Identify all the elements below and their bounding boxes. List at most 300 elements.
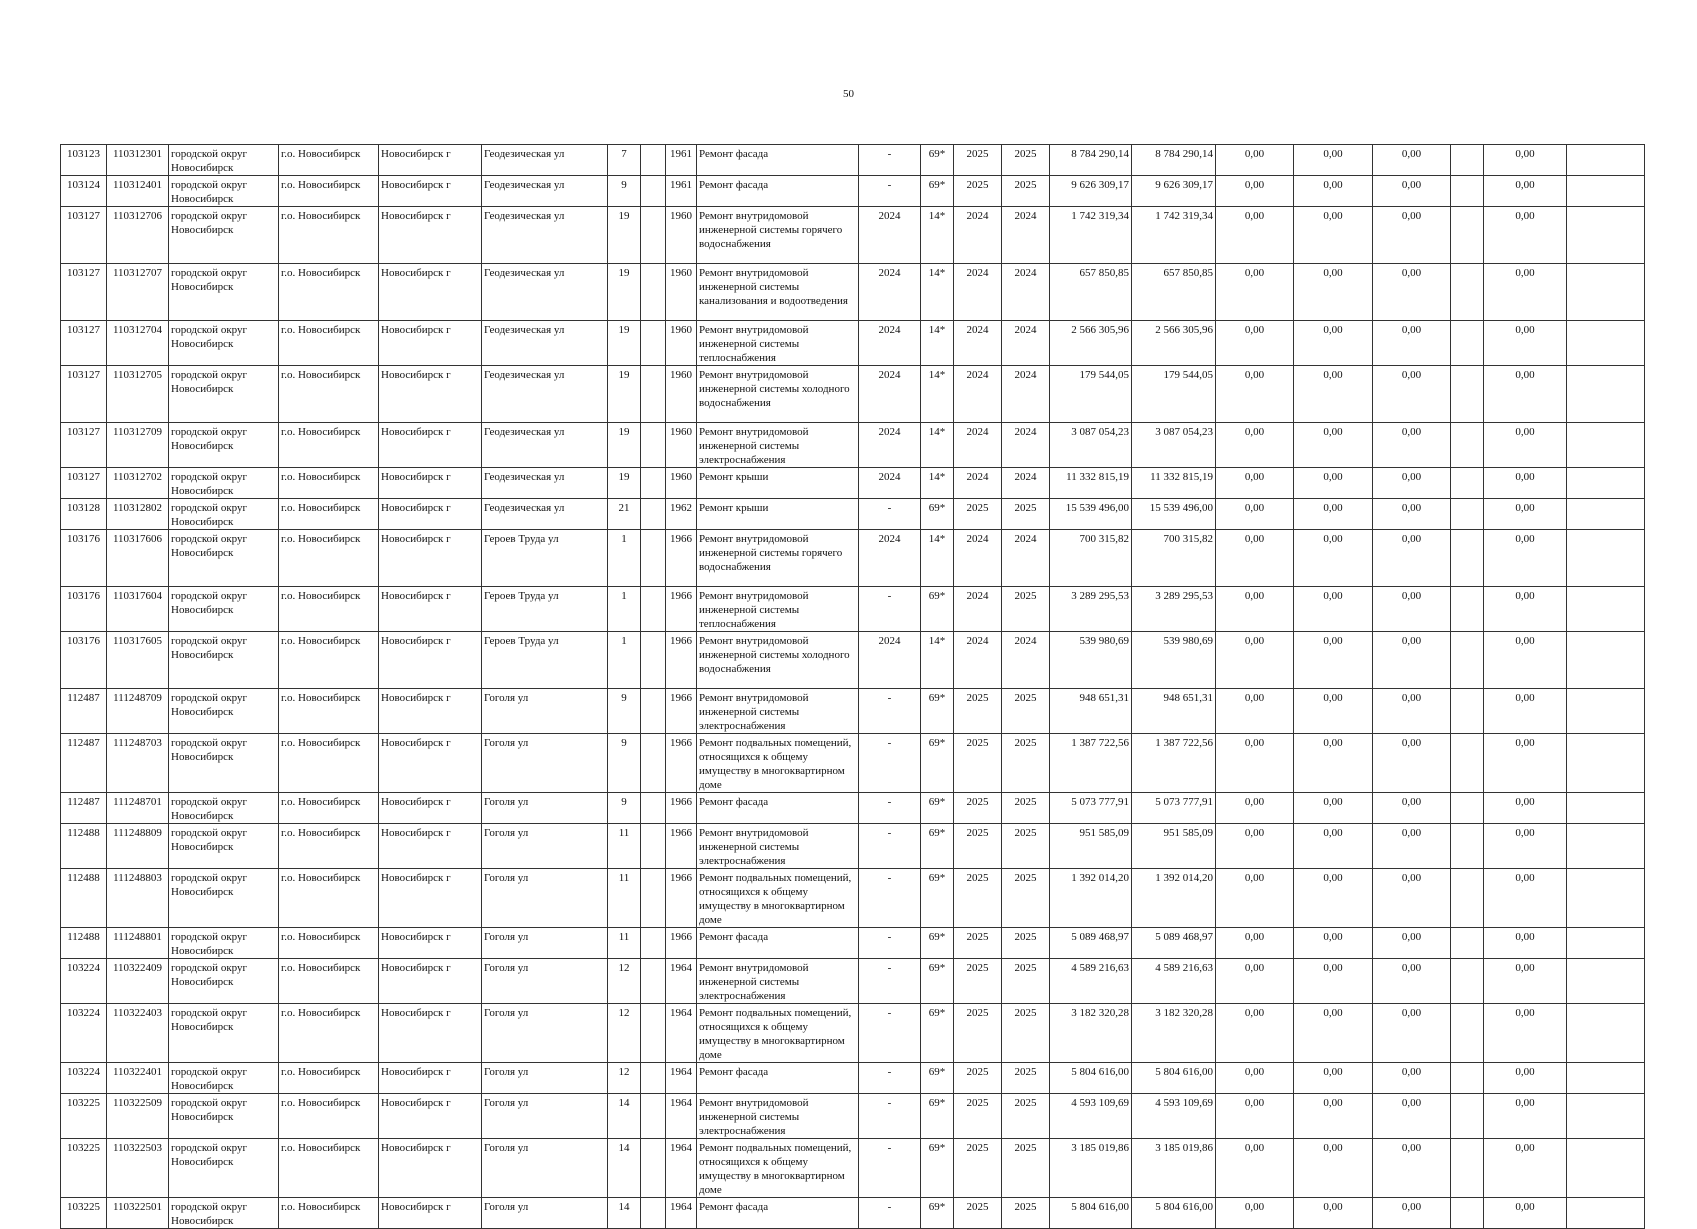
cell-work-code: 110312401: [107, 176, 169, 207]
table-row: [61, 176, 1645, 207]
cell-plan-year: -: [859, 689, 921, 734]
cell-build-year: 1966: [666, 632, 697, 689]
cell-municipality: г.о. Новосибирск: [279, 632, 379, 689]
cell-budget-local: 0,00: [1373, 423, 1451, 468]
cell-end-year: 2024: [1002, 530, 1050, 587]
cell-work-code: 111248701: [107, 793, 169, 824]
cell-municipality: г.о. Новосибирск: [279, 824, 379, 869]
cell-wear-percent: 69*: [921, 587, 954, 632]
table-row: [61, 1139, 1645, 1198]
cell-build-year: 1966: [666, 734, 697, 793]
cell-object-id: 112488: [61, 928, 107, 959]
cell-municipality: г.о. Новосибирск: [279, 587, 379, 632]
cell-budget-federal: 0,00: [1216, 321, 1294, 366]
cell-total-cost: 3 182 320,28: [1050, 1004, 1132, 1063]
cell-total-cost: 3 087 054,23: [1050, 423, 1132, 468]
cell-work-type: Ремонт крыши: [697, 499, 859, 530]
cell-other-empty: [1451, 1139, 1484, 1198]
cell-work-code: 110322501: [107, 1198, 169, 1229]
cell-extra-empty: [1567, 1094, 1645, 1139]
cell-house-number: 12: [608, 1004, 641, 1063]
cell-wear-percent: 69*: [921, 793, 954, 824]
cell-plan-year: -: [859, 1198, 921, 1229]
cell-owners-funds: 0,00: [1484, 1139, 1567, 1198]
cell-building: [641, 366, 666, 423]
repair-schedule-table: [60, 144, 1645, 1229]
cell-total-cost: 15 539 496,00: [1050, 499, 1132, 530]
cell-extra-empty: [1567, 689, 1645, 734]
cell-total-cost: 5 073 777,91: [1050, 793, 1132, 824]
cell-budget-federal: 0,00: [1216, 959, 1294, 1004]
cell-budget-regional: 0,00: [1294, 321, 1373, 366]
cell-end-year: 2025: [1002, 824, 1050, 869]
cell-district: городской округ Новосибирск: [169, 321, 279, 366]
cell-street: Гоголя ул: [482, 959, 608, 1004]
cell-budget-federal: 0,00: [1216, 1004, 1294, 1063]
cell-total-cost: 4 593 109,69: [1050, 1094, 1132, 1139]
cell-district: городской округ Новосибирск: [169, 793, 279, 824]
cell-wear-percent: 14*: [921, 366, 954, 423]
cell-fund-cost: 2 566 305,96: [1132, 321, 1216, 366]
cell-plan-year: -: [859, 176, 921, 207]
cell-fund-cost: 657 850,85: [1132, 264, 1216, 321]
cell-work-type: Ремонт внутридомовой инженерной системы горячего водоснабжения: [697, 207, 859, 264]
cell-building: [641, 468, 666, 499]
cell-start-year: 2025: [954, 959, 1002, 1004]
cell-municipality: г.о. Новосибирск: [279, 366, 379, 423]
cell-start-year: 2025: [954, 1004, 1002, 1063]
cell-total-cost: 3 185 019,86: [1050, 1139, 1132, 1198]
cell-work-code: 110312802: [107, 499, 169, 530]
cell-house-number: 19: [608, 321, 641, 366]
cell-extra-empty: [1567, 321, 1645, 366]
cell-object-id: 103224: [61, 1063, 107, 1094]
cell-budget-local: 0,00: [1373, 366, 1451, 423]
cell-house-number: 9: [608, 793, 641, 824]
cell-extra-empty: [1567, 1063, 1645, 1094]
cell-budget-local: 0,00: [1373, 689, 1451, 734]
cell-municipality: г.о. Новосибирск: [279, 1004, 379, 1063]
cell-budget-federal: 0,00: [1216, 869, 1294, 928]
cell-build-year: 1960: [666, 423, 697, 468]
cell-total-cost: 5 804 616,00: [1050, 1198, 1132, 1229]
cell-house-number: 19: [608, 366, 641, 423]
cell-work-code: 111248801: [107, 928, 169, 959]
cell-owners-funds: 0,00: [1484, 499, 1567, 530]
cell-owners-funds: 0,00: [1484, 632, 1567, 689]
cell-fund-cost: 539 980,69: [1132, 632, 1216, 689]
cell-work-type: Ремонт подвальных помещений, относящихся к общему имуществу в многоквартирном доме: [697, 869, 859, 928]
cell-owners-funds: 0,00: [1484, 869, 1567, 928]
cell-building: [641, 793, 666, 824]
cell-building: [641, 423, 666, 468]
cell-plan-year: -: [859, 1094, 921, 1139]
cell-street: Гоголя ул: [482, 1004, 608, 1063]
cell-object-id: 112487: [61, 689, 107, 734]
cell-owners-funds: 0,00: [1484, 928, 1567, 959]
cell-owners-funds: 0,00: [1484, 1094, 1567, 1139]
cell-city: Новосибирск г: [379, 587, 482, 632]
cell-owners-funds: 0,00: [1484, 176, 1567, 207]
cell-building: [641, 530, 666, 587]
cell-budget-federal: 0,00: [1216, 587, 1294, 632]
cell-street: Геодезическая ул: [482, 423, 608, 468]
cell-building: [641, 1198, 666, 1229]
cell-municipality: г.о. Новосибирск: [279, 145, 379, 176]
cell-extra-empty: [1567, 145, 1645, 176]
cell-budget-local: 0,00: [1373, 793, 1451, 824]
cell-district: городской округ Новосибирск: [169, 1094, 279, 1139]
cell-plan-year: -: [859, 499, 921, 530]
cell-plan-year: 2024: [859, 321, 921, 366]
cell-budget-regional: 0,00: [1294, 423, 1373, 468]
cell-budget-federal: 0,00: [1216, 264, 1294, 321]
table-row: [61, 869, 1645, 928]
cell-budget-federal: 0,00: [1216, 366, 1294, 423]
cell-end-year: 2025: [1002, 689, 1050, 734]
cell-house-number: 11: [608, 928, 641, 959]
table-row: [61, 632, 1645, 689]
cell-object-id: 103224: [61, 959, 107, 1004]
cell-build-year: 1966: [666, 530, 697, 587]
cell-work-code: 111248703: [107, 734, 169, 793]
cell-budget-federal: 0,00: [1216, 176, 1294, 207]
cell-object-id: 103127: [61, 366, 107, 423]
cell-budget-local: 0,00: [1373, 587, 1451, 632]
cell-budget-regional: 0,00: [1294, 499, 1373, 530]
cell-plan-year: -: [859, 928, 921, 959]
cell-end-year: 2025: [1002, 1094, 1050, 1139]
cell-wear-percent: 69*: [921, 1094, 954, 1139]
cell-budget-local: 0,00: [1373, 530, 1451, 587]
cell-budget-regional: 0,00: [1294, 587, 1373, 632]
cell-budget-local: 0,00: [1373, 1198, 1451, 1229]
cell-work-type: Ремонт подвальных помещений, относящихся к общему имуществу в многоквартирном доме: [697, 734, 859, 793]
cell-street: Гоголя ул: [482, 734, 608, 793]
cell-start-year: 2025: [954, 1063, 1002, 1094]
table-row: [61, 824, 1645, 869]
cell-building: [641, 1063, 666, 1094]
cell-object-id: 103176: [61, 632, 107, 689]
cell-end-year: 2025: [1002, 499, 1050, 530]
cell-start-year: 2025: [954, 793, 1002, 824]
cell-city: Новосибирск г: [379, 824, 482, 869]
cell-owners-funds: 0,00: [1484, 468, 1567, 499]
cell-budget-federal: 0,00: [1216, 793, 1294, 824]
cell-budget-local: 0,00: [1373, 824, 1451, 869]
cell-street: Геодезическая ул: [482, 264, 608, 321]
cell-budget-regional: 0,00: [1294, 264, 1373, 321]
cell-other-empty: [1451, 824, 1484, 869]
cell-work-type: Ремонт крыши: [697, 468, 859, 499]
cell-municipality: г.о. Новосибирск: [279, 1063, 379, 1094]
cell-start-year: 2025: [954, 734, 1002, 793]
cell-build-year: 1962: [666, 499, 697, 530]
cell-fund-cost: 1 742 319,34: [1132, 207, 1216, 264]
cell-municipality: г.о. Новосибирск: [279, 321, 379, 366]
cell-build-year: 1964: [666, 1004, 697, 1063]
cell-build-year: 1966: [666, 689, 697, 734]
cell-house-number: 19: [608, 207, 641, 264]
cell-end-year: 2025: [1002, 928, 1050, 959]
cell-end-year: 2025: [1002, 1063, 1050, 1094]
cell-budget-local: 0,00: [1373, 959, 1451, 1004]
cell-build-year: 1960: [666, 366, 697, 423]
cell-other-empty: [1451, 734, 1484, 793]
cell-house-number: 1: [608, 530, 641, 587]
cell-other-empty: [1451, 145, 1484, 176]
cell-work-type: Ремонт фасада: [697, 1063, 859, 1094]
cell-other-empty: [1451, 468, 1484, 499]
cell-house-number: 9: [608, 734, 641, 793]
cell-house-number: 12: [608, 959, 641, 1004]
cell-fund-cost: 700 315,82: [1132, 530, 1216, 587]
cell-house-number: 1: [608, 587, 641, 632]
cell-wear-percent: 69*: [921, 1198, 954, 1229]
cell-budget-federal: 0,00: [1216, 1094, 1294, 1139]
cell-budget-regional: 0,00: [1294, 824, 1373, 869]
cell-city: Новосибирск г: [379, 176, 482, 207]
cell-district: городской округ Новосибирск: [169, 734, 279, 793]
cell-building: [641, 689, 666, 734]
cell-start-year: 2025: [954, 499, 1002, 530]
cell-total-cost: 948 651,31: [1050, 689, 1132, 734]
cell-start-year: 2025: [954, 869, 1002, 928]
table-row: [61, 1063, 1645, 1094]
cell-extra-empty: [1567, 264, 1645, 321]
cell-other-empty: [1451, 1004, 1484, 1063]
cell-work-code: 110312706: [107, 207, 169, 264]
cell-budget-federal: 0,00: [1216, 207, 1294, 264]
cell-object-id: 103127: [61, 264, 107, 321]
cell-wear-percent: 14*: [921, 632, 954, 689]
cell-city: Новосибирск г: [379, 1063, 482, 1094]
cell-street: Гоголя ул: [482, 1094, 608, 1139]
cell-build-year: 1961: [666, 145, 697, 176]
cell-total-cost: 9 626 309,17: [1050, 176, 1132, 207]
cell-work-code: 110312301: [107, 145, 169, 176]
cell-district: городской округ Новосибирск: [169, 587, 279, 632]
cell-end-year: 2025: [1002, 959, 1050, 1004]
cell-budget-local: 0,00: [1373, 321, 1451, 366]
cell-plan-year: -: [859, 869, 921, 928]
cell-city: Новосибирск г: [379, 321, 482, 366]
cell-object-id: 103124: [61, 176, 107, 207]
cell-building: [641, 869, 666, 928]
cell-budget-regional: 0,00: [1294, 366, 1373, 423]
cell-building: [641, 207, 666, 264]
cell-wear-percent: 69*: [921, 869, 954, 928]
cell-work-code: 110322509: [107, 1094, 169, 1139]
cell-plan-year: -: [859, 793, 921, 824]
cell-building: [641, 321, 666, 366]
cell-building: [641, 264, 666, 321]
cell-build-year: 1966: [666, 587, 697, 632]
cell-owners-funds: 0,00: [1484, 264, 1567, 321]
cell-budget-local: 0,00: [1373, 145, 1451, 176]
cell-owners-funds: 0,00: [1484, 423, 1567, 468]
cell-street: Гоголя ул: [482, 1198, 608, 1229]
cell-object-id: 103225: [61, 1198, 107, 1229]
cell-district: городской округ Новосибирск: [169, 207, 279, 264]
table-row: [61, 1094, 1645, 1139]
cell-object-id: 103123: [61, 145, 107, 176]
cell-work-type: Ремонт внутридомовой инженерной системы электроснабжения: [697, 423, 859, 468]
cell-budget-regional: 0,00: [1294, 145, 1373, 176]
cell-total-cost: 5 804 616,00: [1050, 1063, 1132, 1094]
table-row: [61, 1004, 1645, 1063]
cell-building: [641, 1094, 666, 1139]
cell-city: Новосибирск г: [379, 1139, 482, 1198]
cell-budget-local: 0,00: [1373, 734, 1451, 793]
cell-fund-cost: 3 087 054,23: [1132, 423, 1216, 468]
cell-street: Геодезическая ул: [482, 468, 608, 499]
cell-work-type: Ремонт внутридомовой инженерной системы электроснабжения: [697, 689, 859, 734]
cell-owners-funds: 0,00: [1484, 530, 1567, 587]
table-row: [61, 321, 1645, 366]
cell-budget-local: 0,00: [1373, 928, 1451, 959]
table-row: [61, 530, 1645, 587]
cell-fund-cost: 4 589 216,63: [1132, 959, 1216, 1004]
cell-end-year: 2025: [1002, 587, 1050, 632]
cell-work-type: Ремонт внутридомовой инженерной системы горячего водоснабжения: [697, 530, 859, 587]
cell-object-id: 112487: [61, 734, 107, 793]
cell-district: городской округ Новосибирск: [169, 1139, 279, 1198]
cell-other-empty: [1451, 959, 1484, 1004]
cell-extra-empty: [1567, 207, 1645, 264]
cell-district: городской округ Новосибирск: [169, 145, 279, 176]
cell-work-code: 111248809: [107, 824, 169, 869]
cell-wear-percent: 69*: [921, 824, 954, 869]
cell-district: городской округ Новосибирск: [169, 264, 279, 321]
cell-city: Новосибирск г: [379, 499, 482, 530]
cell-start-year: 2025: [954, 1139, 1002, 1198]
cell-budget-regional: 0,00: [1294, 1004, 1373, 1063]
cell-work-code: 110312707: [107, 264, 169, 321]
cell-budget-federal: 0,00: [1216, 632, 1294, 689]
cell-plan-year: 2024: [859, 423, 921, 468]
cell-fund-cost: 15 539 496,00: [1132, 499, 1216, 530]
cell-city: Новосибирск г: [379, 632, 482, 689]
cell-building: [641, 1004, 666, 1063]
cell-street: Гоголя ул: [482, 1063, 608, 1094]
cell-district: городской округ Новосибирск: [169, 869, 279, 928]
cell-owners-funds: 0,00: [1484, 1198, 1567, 1229]
cell-budget-local: 0,00: [1373, 1004, 1451, 1063]
cell-work-type: Ремонт внутридомовой инженерной системы холодного водоснабжения: [697, 632, 859, 689]
cell-municipality: г.о. Новосибирск: [279, 869, 379, 928]
cell-wear-percent: 69*: [921, 176, 954, 207]
cell-fund-cost: 1 387 722,56: [1132, 734, 1216, 793]
cell-build-year: 1966: [666, 928, 697, 959]
cell-municipality: г.о. Новосибирск: [279, 499, 379, 530]
cell-start-year: 2024: [954, 366, 1002, 423]
cell-fund-cost: 3 185 019,86: [1132, 1139, 1216, 1198]
cell-budget-federal: 0,00: [1216, 1139, 1294, 1198]
cell-owners-funds: 0,00: [1484, 145, 1567, 176]
cell-owners-funds: 0,00: [1484, 824, 1567, 869]
cell-work-code: 110322401: [107, 1063, 169, 1094]
cell-total-cost: 951 585,09: [1050, 824, 1132, 869]
cell-budget-regional: 0,00: [1294, 530, 1373, 587]
cell-plan-year: -: [859, 587, 921, 632]
cell-street: Героев Труда ул: [482, 632, 608, 689]
cell-street: Геодезическая ул: [482, 207, 608, 264]
cell-other-empty: [1451, 321, 1484, 366]
cell-street: Гоголя ул: [482, 824, 608, 869]
cell-end-year: 2024: [1002, 321, 1050, 366]
cell-other-empty: [1451, 689, 1484, 734]
cell-object-id: 112488: [61, 869, 107, 928]
cell-owners-funds: 0,00: [1484, 1063, 1567, 1094]
cell-city: Новосибирск г: [379, 1004, 482, 1063]
cell-work-code: 110312705: [107, 366, 169, 423]
table-row: [61, 499, 1645, 530]
table-row: [61, 928, 1645, 959]
cell-end-year: 2025: [1002, 176, 1050, 207]
cell-owners-funds: 0,00: [1484, 689, 1567, 734]
cell-house-number: 19: [608, 468, 641, 499]
cell-extra-empty: [1567, 928, 1645, 959]
cell-start-year: 2025: [954, 689, 1002, 734]
page-number: 50: [843, 88, 854, 100]
cell-district: городской округ Новосибирск: [169, 959, 279, 1004]
cell-start-year: 2024: [954, 587, 1002, 632]
cell-district: городской округ Новосибирск: [169, 468, 279, 499]
cell-owners-funds: 0,00: [1484, 587, 1567, 632]
table-row: [61, 689, 1645, 734]
cell-start-year: 2024: [954, 321, 1002, 366]
cell-other-empty: [1451, 1063, 1484, 1094]
cell-other-empty: [1451, 928, 1484, 959]
cell-street: Геодезическая ул: [482, 145, 608, 176]
cell-municipality: г.о. Новосибирск: [279, 1094, 379, 1139]
cell-build-year: 1960: [666, 468, 697, 499]
cell-budget-regional: 0,00: [1294, 1094, 1373, 1139]
cell-house-number: 9: [608, 176, 641, 207]
cell-house-number: 1: [608, 632, 641, 689]
cell-start-year: 2024: [954, 264, 1002, 321]
cell-municipality: г.о. Новосибирск: [279, 530, 379, 587]
cell-building: [641, 176, 666, 207]
cell-work-code: 110322403: [107, 1004, 169, 1063]
cell-work-code: 110317605: [107, 632, 169, 689]
cell-fund-cost: 948 651,31: [1132, 689, 1216, 734]
cell-work-code: 110312704: [107, 321, 169, 366]
cell-total-cost: 3 289 295,53: [1050, 587, 1132, 632]
cell-wear-percent: 14*: [921, 321, 954, 366]
cell-start-year: 2024: [954, 207, 1002, 264]
cell-house-number: 14: [608, 1198, 641, 1229]
cell-building: [641, 632, 666, 689]
cell-street: Героев Труда ул: [482, 587, 608, 632]
cell-plan-year: 2024: [859, 468, 921, 499]
cell-work-code: 111248803: [107, 869, 169, 928]
cell-plan-year: 2024: [859, 207, 921, 264]
cell-budget-local: 0,00: [1373, 499, 1451, 530]
cell-wear-percent: 14*: [921, 468, 954, 499]
cell-end-year: 2024: [1002, 366, 1050, 423]
cell-city: Новосибирск г: [379, 793, 482, 824]
cell-budget-regional: 0,00: [1294, 869, 1373, 928]
cell-owners-funds: 0,00: [1484, 207, 1567, 264]
cell-object-id: 103128: [61, 499, 107, 530]
cell-start-year: 2025: [954, 1198, 1002, 1229]
cell-street: Геодезическая ул: [482, 176, 608, 207]
cell-work-type: Ремонт фасада: [697, 145, 859, 176]
cell-start-year: 2024: [954, 632, 1002, 689]
cell-work-type: Ремонт внутридомовой инженерной системы холодного водоснабжения: [697, 366, 859, 423]
